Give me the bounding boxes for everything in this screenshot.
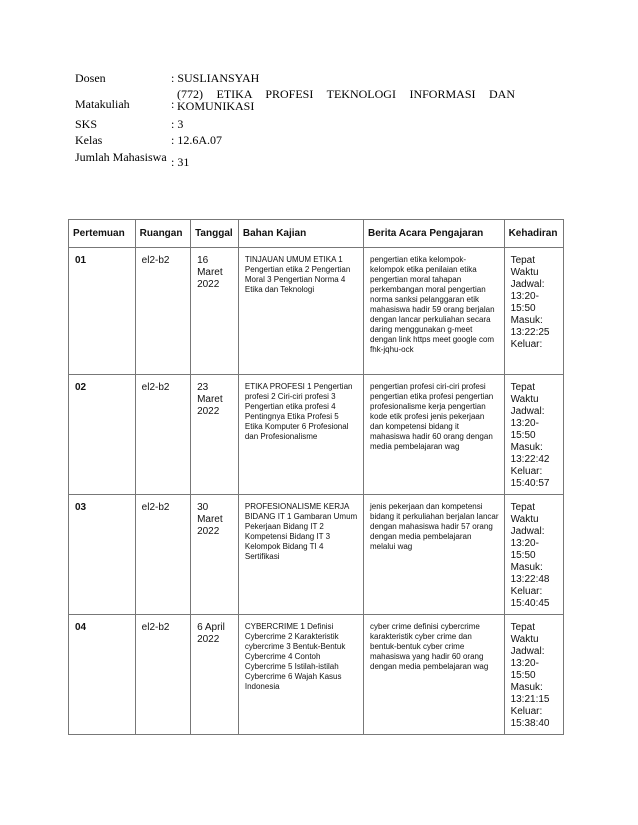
info-row-kelas (75, 134, 515, 151)
cell-ruangan: el2-b2 (135, 495, 190, 615)
info-row-matakuliah (75, 88, 515, 118)
cell-bahan-kajian: TINJAUAN UMUM ETIKA 1 Pengertian etika 2 Pengertian Moral 3 Pengertian Norma 4 Etika dan Teknologi (238, 248, 363, 375)
dosen-value: : SUSLIANSYAH (171, 71, 260, 85)
cell-berita-acara: pengertian profesi ciri-ciri profesi pengertian etika profesi pengertian profesionalisme kerja pengertian kode etik profesi jenis pekerjaan dan kompetensi bidang it mahasiswa hadir 60 orang dengan media pembelajaran wag (364, 375, 505, 495)
cell-tanggal: 23 Maret 2022 (191, 375, 239, 495)
cell-pertemuan: 03 (69, 495, 136, 615)
cell-kehadiran: Tepat Waktu Jadwal: 13:20-15:50 Masuk: 13:21:15 Keluar: 15:38:40 (504, 615, 563, 735)
jumlah-value: : 31 (171, 155, 190, 169)
cell-tanggal: 30 Maret 2022 (191, 495, 239, 615)
jumlah-label: Jumlah Mahasiswa (75, 150, 167, 164)
cell-ruangan: el2-b2 (135, 375, 190, 495)
cell-pertemuan: 04 (69, 615, 136, 735)
cell-berita-acara: pengertian etika kelompok-kelompok etika penilaian etika pengertian moral tahapan perkembangan moral pengertian norma sanksi pelanggaran etik mahasiswa hadir 59 orang berjalan dengan lancar perkuliahan secara daring menggunakan g-meet dengan link https meet google com fhk-jqhu-ock (364, 248, 505, 375)
matakuliah-label: Matakuliah (75, 97, 130, 111)
cell-bahan-kajian: PROFESIONALISME KERJA BIDANG IT 1 Gambaran Umum Pekerjaan Bidang IT 2 Kompetensi Bidang IT 3 Kelompok Bidang TI 4 Sertifikasi (238, 495, 363, 615)
table-row (69, 495, 564, 615)
matakuliah-colon: : (171, 97, 175, 111)
cell-ruangan: el2-b2 (135, 615, 190, 735)
sks-value: : 3 (171, 117, 184, 131)
header-pertemuan: Pertemuan (69, 220, 136, 248)
cell-ruangan: el2-b2 (135, 248, 190, 375)
header-tanggal: Tanggal (191, 220, 239, 248)
cell-berita-acara: jenis pekerjaan dan kompetensi bidang it perkuliahan berjalan lancar dengan mahasiswa hadir 57 orang dengan media pembelajaran melalui wag (364, 495, 505, 615)
cell-tanggal: 16 Maret 2022 (191, 248, 239, 375)
table-row (69, 375, 564, 495)
sks-label: SKS (75, 117, 98, 131)
cell-kehadiran: Tepat Waktu Jadwal: 13:20-15:50 Masuk: 13:22:25 Keluar: (504, 248, 563, 375)
table-row (69, 615, 564, 735)
table-header-row (69, 220, 564, 248)
kelas-value: : 12.6A.07 (171, 133, 222, 147)
header-berita-acara: Berita Acara Pengajaran (364, 220, 505, 248)
cell-tanggal: 6 April 2022 (191, 615, 239, 735)
cell-bahan-kajian: ETIKA PROFESI 1 Pengertian profesi 2 Ciri-ciri profesi 3 Pengertian etika profesi 4 Pentingnya Etika Profesi 5 Etika Komputer 6 Profesional dan Profesionalisme (238, 375, 363, 495)
cell-pertemuan: 01 (69, 248, 136, 375)
info-row-sks (75, 118, 515, 134)
info-row-jumlah (75, 151, 515, 183)
matakuliah-value: (772) ETIKA PROFESI TEKNOLOGI INFORMASI DAN KOMUNIKASI (177, 87, 515, 113)
cell-kehadiran: Tepat Waktu Jadwal: 13:20-15:50 Masuk: 13:22:48 Keluar: 15:40:45 (504, 495, 563, 615)
attendance-table (68, 219, 564, 735)
info-row-dosen (75, 72, 515, 88)
course-info (75, 72, 515, 183)
header-ruangan: Ruangan (135, 220, 190, 248)
kelas-label: Kelas (75, 133, 103, 147)
cell-berita-acara: cyber crime definisi cybercrime karakteristik cyber crime dan bentuk-bentuk cyber crime mahasiswa yang hadir 60 orang dengan media pembelajaran wag (364, 615, 505, 735)
cell-pertemuan: 02 (69, 375, 136, 495)
cell-bahan-kajian: CYBERCRIME 1 Definisi Cybercrime 2 Karakteristik cybercrime 3 Bentuk-Bentuk Cybercrime 4 Contoh Cybercrime 5 Istilah-istilah Cybercrime 6 Wajah Kasus Indonesia (238, 615, 363, 735)
header-kehadiran: Kehadiran (504, 220, 563, 248)
cell-kehadiran: Tepat Waktu Jadwal: 13:20-15:50 Masuk: 13:22:42 Keluar: 15:40:57 (504, 375, 563, 495)
dosen-label: Dosen (75, 71, 106, 85)
table-row (69, 248, 564, 375)
header-bahan-kajian: Bahan Kajian (238, 220, 363, 248)
